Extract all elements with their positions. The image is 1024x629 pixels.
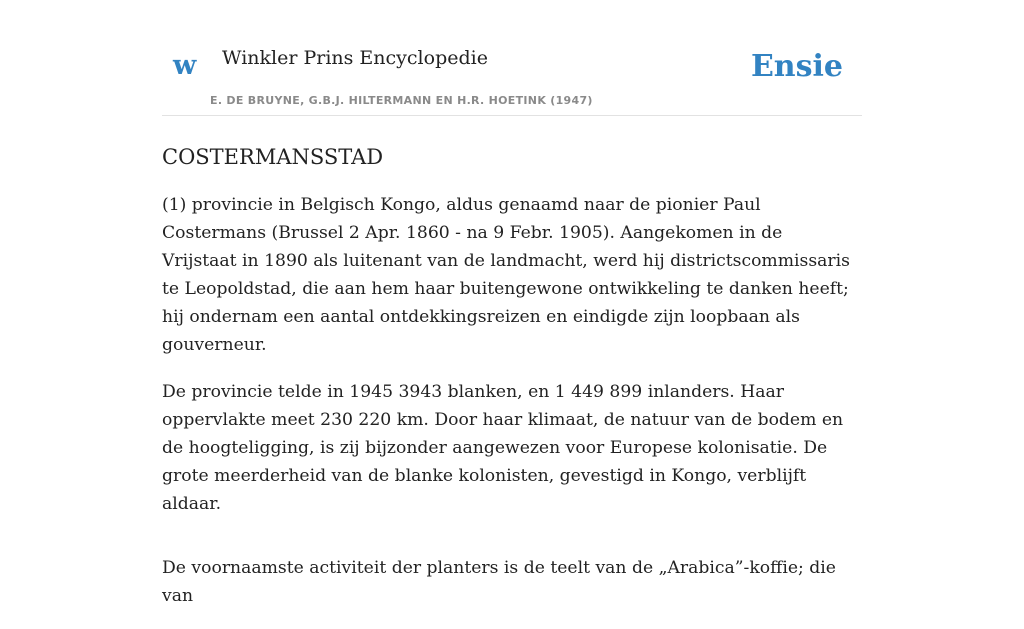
article-title: COSTERMANSSTAD bbox=[162, 145, 384, 169]
article-paragraph: De provincie telde in 1945 3943 blanken, en 1 449 899 inlanders. Haar oppervlakte meet 230 220 km. Door haar klimaat, de natuur van de bodem en de hoogteligging, is zij bijzonder aangewezen voor Europese kolonisatie. De grote meerderheid van de blanke kolonisten, gevestigd in Kongo, verblijft aldaar. bbox=[162, 382, 844, 514]
page-container bbox=[162, 0, 862, 629]
article-body bbox=[162, 191, 862, 610]
article-paragraph: (1) provincie in Belgisch Kongo, aldus genaamd naar de pionier Paul Costermans (Brussel 2 Apr. 1860 - na 9 Febr. 1905). Aangekomen in de Vrijstaat in 1890 als luitenant van de landmacht, werd hij districtscommissaris te Leopoldstad, die aan hem haar buitengewone ontwikkeling te danken heeft; hij ondernam een aantal ontdekkingsreizen en eindigde zijn loopbaan als gouverneur. bbox=[162, 195, 850, 355]
winkler-prins-logo[interactable]: w bbox=[173, 50, 197, 81]
site-title[interactable]: Winkler Prins Encyclopedie bbox=[222, 47, 488, 69]
article-paragraph: De voornaamste activiteit der planters is de teelt van de „Arabica”-koffie; die van bbox=[162, 558, 836, 606]
ensie-brand-logo[interactable]: Ensie bbox=[750, 49, 843, 84]
site-authors: E. DE BRUYNE, G.B.J. HILTERMANN EN H.R. HOETINK (1947) bbox=[210, 94, 593, 107]
site-header bbox=[162, 0, 862, 116]
